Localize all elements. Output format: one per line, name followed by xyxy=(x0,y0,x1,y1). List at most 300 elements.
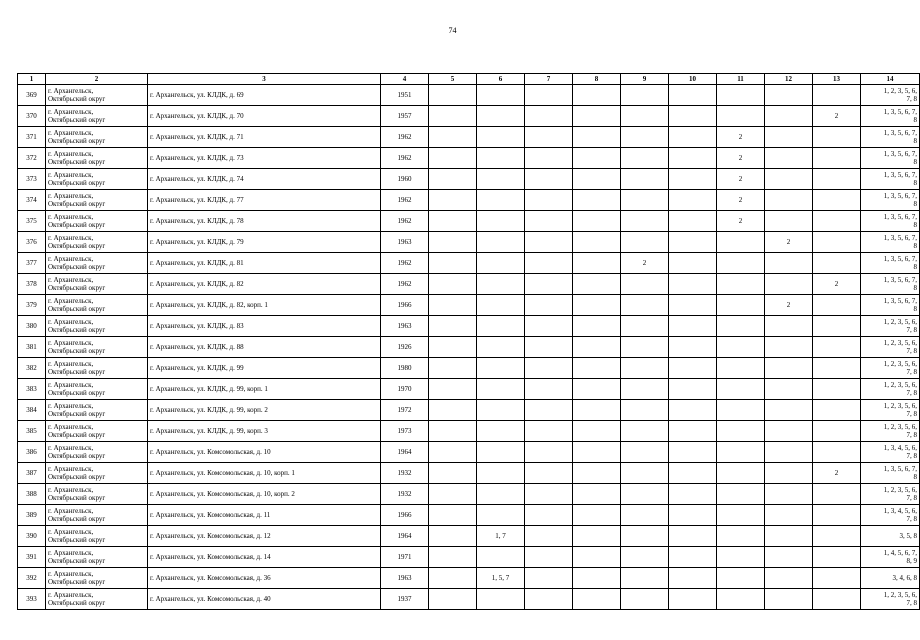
col-14-cell xyxy=(861,358,920,379)
col-6-cell xyxy=(477,106,525,127)
col-11-cell: 2 xyxy=(717,169,765,190)
district-cell xyxy=(46,400,148,421)
col-7-cell xyxy=(525,274,573,295)
address-cell: г. Архангельск, ул. КЛДК, д. 78 xyxy=(148,211,381,232)
address-cell: г. Архангельск, ул. Комсомольская, д. 40 xyxy=(148,589,381,610)
col-8-cell xyxy=(573,190,621,211)
col-14-cell-line-2: 8, 9 xyxy=(906,557,917,565)
address-cell: г. Архангельск, ул. КЛДК, д. 99 xyxy=(148,358,381,379)
year-cell: 1963 xyxy=(381,568,429,589)
district-cell-line-2: Октябрьский округ xyxy=(48,200,106,208)
col-11-cell xyxy=(717,421,765,442)
col-14-cell-line-2: 8 xyxy=(913,473,917,481)
address-cell: г. Архангельск, ул. КЛДК, д. 99, корп. 3 xyxy=(148,421,381,442)
district-cell-line-1: г. Архангельск, xyxy=(48,443,94,452)
col-header-8: 8 xyxy=(573,74,621,85)
col-14-cell-line-2: 7, 8 xyxy=(906,389,917,397)
address-cell: г. Архангельск, ул. КЛДК, д. 74 xyxy=(148,169,381,190)
col-6-cell xyxy=(477,85,525,106)
row-number-cell: 369 xyxy=(18,85,46,106)
district-cell-line-1: г. Архангельск, xyxy=(48,170,94,179)
year-cell: 1957 xyxy=(381,106,429,127)
col-14-cell-line-1: 1, 2, 3, 5, 6, xyxy=(883,401,917,410)
col-7-cell xyxy=(525,421,573,442)
year-cell: 1932 xyxy=(381,463,429,484)
col-14-cell xyxy=(861,337,920,358)
row-number-cell: 387 xyxy=(18,463,46,484)
col-7-cell xyxy=(525,442,573,463)
col-13-cell xyxy=(813,421,861,442)
col-7-cell xyxy=(525,190,573,211)
col-12-cell: 2 xyxy=(765,295,813,316)
col-6-cell xyxy=(477,358,525,379)
col-13-cell xyxy=(813,169,861,190)
col-6-cell xyxy=(477,505,525,526)
col-12-cell xyxy=(765,589,813,610)
col-8-cell xyxy=(573,85,621,106)
district-cell-line-1: г. Архангельск, xyxy=(48,359,94,368)
district-cell-line-1: г. Архангельск, xyxy=(48,212,94,221)
district-cell-line-2: Октябрьский округ xyxy=(48,452,106,460)
col-14-cell xyxy=(861,232,920,253)
col-8-cell xyxy=(573,127,621,148)
row-number-cell: 390 xyxy=(18,526,46,547)
col-9-cell xyxy=(621,127,669,148)
year-cell: 1971 xyxy=(381,547,429,568)
address-cell: г. Архангельск, ул. Комсомольская, д. 36 xyxy=(148,568,381,589)
col-7-cell xyxy=(525,505,573,526)
col-10-cell xyxy=(669,568,717,589)
table-row xyxy=(18,85,920,106)
year-cell: 1970 xyxy=(381,379,429,400)
col-13-cell xyxy=(813,190,861,211)
col-10-cell xyxy=(669,253,717,274)
col-14-cell-line-2: 8 xyxy=(913,116,917,124)
col-14-cell-line-2: 8 xyxy=(913,305,917,313)
col-11-cell xyxy=(717,589,765,610)
col-header-7: 7 xyxy=(525,74,573,85)
col-14-cell-line-1: 3, 4, 6, 8 xyxy=(892,573,917,582)
col-14-cell-line-2: 7, 8 xyxy=(906,347,917,355)
col-11-cell: 2 xyxy=(717,127,765,148)
col-5-cell xyxy=(429,169,477,190)
row-number-cell: 389 xyxy=(18,505,46,526)
col-6-cell xyxy=(477,211,525,232)
col-11-cell: 2 xyxy=(717,190,765,211)
col-12-cell xyxy=(765,148,813,169)
col-8-cell xyxy=(573,274,621,295)
col-10-cell xyxy=(669,295,717,316)
table-row xyxy=(18,358,920,379)
table-row xyxy=(18,127,920,148)
district-cell-line-1: г. Архангельск, xyxy=(48,506,94,515)
col-14-cell-line-1: 1, 3, 5, 6, 7, xyxy=(883,212,917,221)
col-6-cell xyxy=(477,421,525,442)
col-14-cell xyxy=(861,379,920,400)
address-cell: г. Архангельск, ул. КЛДК, д. 88 xyxy=(148,337,381,358)
col-9-cell xyxy=(621,526,669,547)
col-11-cell xyxy=(717,274,765,295)
district-cell xyxy=(46,589,148,610)
col-header-1: 1 xyxy=(18,74,46,85)
col-14-cell-line-1: 1, 2, 3, 5, 6, xyxy=(883,338,917,347)
district-cell-line-1: г. Архангельск, xyxy=(48,128,94,137)
col-11-cell xyxy=(717,442,765,463)
district-cell xyxy=(46,316,148,337)
col-14-cell-line-1: 1, 3, 4, 5, 6, xyxy=(883,443,917,452)
district-cell-line-2: Октябрьский округ xyxy=(48,263,106,271)
col-11-cell xyxy=(717,316,765,337)
district-cell-line-2: Октябрьский округ xyxy=(48,557,106,565)
address-cell: г. Архангельск, ул. Комсомольская, д. 14 xyxy=(148,547,381,568)
col-14-cell xyxy=(861,400,920,421)
district-cell-line-2: Октябрьский округ xyxy=(48,473,106,481)
col-14-cell xyxy=(861,106,920,127)
col-5-cell xyxy=(429,505,477,526)
district-cell-line-2: Октябрьский округ xyxy=(48,326,106,334)
col-header-10: 10 xyxy=(669,74,717,85)
col-6-cell: 1, 7 xyxy=(477,526,525,547)
col-5-cell xyxy=(429,358,477,379)
district-cell-line-2: Октябрьский округ xyxy=(48,599,106,607)
col-5-cell xyxy=(429,484,477,505)
col-14-cell-line-2: 7, 8 xyxy=(906,599,917,607)
col-13-cell xyxy=(813,379,861,400)
col-14-cell-line-2: 7, 8 xyxy=(906,410,917,418)
col-5-cell xyxy=(429,232,477,253)
address-cell: г. Архангельск, ул. КЛДК, д. 71 xyxy=(148,127,381,148)
col-14-cell-line-2: 8 xyxy=(913,179,917,187)
table-row xyxy=(18,211,920,232)
col-14-cell xyxy=(861,526,920,547)
col-12-cell xyxy=(765,526,813,547)
col-11-cell xyxy=(717,463,765,484)
district-cell xyxy=(46,127,148,148)
col-9-cell xyxy=(621,85,669,106)
col-header-14: 14 xyxy=(861,74,920,85)
year-cell: 1964 xyxy=(381,442,429,463)
col-header-13: 13 xyxy=(813,74,861,85)
col-13-cell xyxy=(813,589,861,610)
col-9-cell xyxy=(621,568,669,589)
col-7-cell xyxy=(525,211,573,232)
col-6-cell xyxy=(477,127,525,148)
col-11-cell xyxy=(717,106,765,127)
col-9-cell xyxy=(621,589,669,610)
table-row xyxy=(18,589,920,610)
table-row xyxy=(18,295,920,316)
table-row xyxy=(18,337,920,358)
col-5-cell xyxy=(429,547,477,568)
col-7-cell xyxy=(525,337,573,358)
district-cell xyxy=(46,379,148,400)
col-14-cell-line-1: 1, 2, 3, 5, 6, xyxy=(883,422,917,431)
col-10-cell xyxy=(669,400,717,421)
col-12-cell xyxy=(765,379,813,400)
col-13-cell xyxy=(813,295,861,316)
col-12-cell xyxy=(765,358,813,379)
col-5-cell xyxy=(429,274,477,295)
col-6-cell xyxy=(477,232,525,253)
col-9-cell xyxy=(621,400,669,421)
table-row xyxy=(18,442,920,463)
col-13-cell xyxy=(813,568,861,589)
row-number-cell: 380 xyxy=(18,316,46,337)
col-14-cell-line-2: 8 xyxy=(913,221,917,229)
col-8-cell xyxy=(573,169,621,190)
col-5-cell xyxy=(429,316,477,337)
district-cell xyxy=(46,568,148,589)
row-number-cell: 392 xyxy=(18,568,46,589)
col-14-cell-line-1: 1, 2, 3, 5, 6, xyxy=(883,317,917,326)
district-cell-line-2: Октябрьский округ xyxy=(48,305,106,313)
district-cell-line-1: г. Архангельск, xyxy=(48,86,94,95)
col-8-cell xyxy=(573,295,621,316)
col-5-cell xyxy=(429,253,477,274)
col-8-cell xyxy=(573,484,621,505)
col-11-cell xyxy=(717,232,765,253)
col-6-cell xyxy=(477,400,525,421)
district-cell xyxy=(46,211,148,232)
year-cell: 1962 xyxy=(381,211,429,232)
col-10-cell xyxy=(669,547,717,568)
col-14-cell-line-1: 1, 2, 3, 5, 6, xyxy=(883,359,917,368)
col-11-cell xyxy=(717,547,765,568)
address-cell: г. Архангельск, ул. Комсомольская, д. 10, корп. 2 xyxy=(148,484,381,505)
row-number-cell: 386 xyxy=(18,442,46,463)
col-12-cell xyxy=(765,190,813,211)
table-row xyxy=(18,148,920,169)
col-11-cell xyxy=(717,400,765,421)
col-7-cell xyxy=(525,358,573,379)
col-12-cell xyxy=(765,85,813,106)
col-8-cell xyxy=(573,526,621,547)
address-cell: г. Архангельск, ул. КЛДК, д. 83 xyxy=(148,316,381,337)
col-9-cell xyxy=(621,337,669,358)
col-5-cell xyxy=(429,589,477,610)
col-14-cell xyxy=(861,85,920,106)
address-cell: г. Архангельск, ул. КЛДК, д. 82 xyxy=(148,274,381,295)
district-cell xyxy=(46,274,148,295)
col-11-cell xyxy=(717,379,765,400)
col-8-cell xyxy=(573,568,621,589)
row-number-cell: 385 xyxy=(18,421,46,442)
col-5-cell xyxy=(429,211,477,232)
col-12-cell xyxy=(765,253,813,274)
col-14-cell xyxy=(861,253,920,274)
col-11-cell xyxy=(717,358,765,379)
year-cell: 1962 xyxy=(381,253,429,274)
col-8-cell xyxy=(573,232,621,253)
col-8-cell xyxy=(573,316,621,337)
row-number-cell: 384 xyxy=(18,400,46,421)
year-cell: 1932 xyxy=(381,484,429,505)
col-13-cell xyxy=(813,526,861,547)
col-header-6: 6 xyxy=(477,74,525,85)
col-5-cell xyxy=(429,190,477,211)
col-12-cell xyxy=(765,211,813,232)
col-5-cell xyxy=(429,379,477,400)
col-10-cell xyxy=(669,358,717,379)
district-cell-line-1: г. Архангельск, xyxy=(48,548,94,557)
col-11-cell xyxy=(717,295,765,316)
col-10-cell xyxy=(669,421,717,442)
col-14-cell-line-1: 1, 3, 4, 5, 6, xyxy=(883,506,917,515)
district-cell xyxy=(46,337,148,358)
year-cell: 1962 xyxy=(381,190,429,211)
col-9-cell xyxy=(621,379,669,400)
col-7-cell xyxy=(525,379,573,400)
district-cell-line-2: Октябрьский округ xyxy=(48,431,106,439)
table-row xyxy=(18,190,920,211)
row-number-cell: 374 xyxy=(18,190,46,211)
col-14-cell-line-2: 7, 8 xyxy=(906,494,917,502)
col-header-12: 12 xyxy=(765,74,813,85)
col-14-cell-line-2: 7, 8 xyxy=(906,515,917,523)
row-number-cell: 393 xyxy=(18,589,46,610)
col-5-cell xyxy=(429,106,477,127)
col-8-cell xyxy=(573,589,621,610)
col-13-cell xyxy=(813,253,861,274)
address-cell: г. Архангельск, ул. КЛДК, д. 69 xyxy=(148,85,381,106)
district-cell xyxy=(46,232,148,253)
district-cell xyxy=(46,169,148,190)
year-cell: 1926 xyxy=(381,337,429,358)
col-12-cell xyxy=(765,568,813,589)
address-cell: г. Архангельск, ул. КЛДК, д. 81 xyxy=(148,253,381,274)
col-7-cell xyxy=(525,526,573,547)
district-cell-line-2: Октябрьский округ xyxy=(48,137,106,145)
col-7-cell xyxy=(525,127,573,148)
table-row xyxy=(18,526,920,547)
col-13-cell xyxy=(813,85,861,106)
col-13-cell xyxy=(813,358,861,379)
col-10-cell xyxy=(669,463,717,484)
col-8-cell xyxy=(573,421,621,442)
col-6-cell xyxy=(477,295,525,316)
col-13-cell xyxy=(813,505,861,526)
col-14-cell xyxy=(861,127,920,148)
address-cell: г. Архангельск, ул. КЛДК, д. 82, корп. 1 xyxy=(148,295,381,316)
col-6-cell xyxy=(477,169,525,190)
col-9-cell xyxy=(621,169,669,190)
col-8-cell xyxy=(573,358,621,379)
col-14-cell xyxy=(861,463,920,484)
col-7-cell xyxy=(525,484,573,505)
col-5-cell xyxy=(429,463,477,484)
col-8-cell xyxy=(573,253,621,274)
row-number-cell: 373 xyxy=(18,169,46,190)
col-8-cell xyxy=(573,463,621,484)
col-12-cell xyxy=(765,316,813,337)
col-14-cell-line-1: 1, 3, 5, 6, 7, xyxy=(883,254,917,263)
col-6-cell xyxy=(477,316,525,337)
col-10-cell xyxy=(669,484,717,505)
col-6-cell xyxy=(477,442,525,463)
col-13-cell xyxy=(813,400,861,421)
col-8-cell xyxy=(573,505,621,526)
col-7-cell xyxy=(525,253,573,274)
address-cell: г. Архангельск, ул. КЛДК, д. 99, корп. 2 xyxy=(148,400,381,421)
district-cell xyxy=(46,148,148,169)
district-cell xyxy=(46,190,148,211)
col-10-cell xyxy=(669,274,717,295)
col-7-cell xyxy=(525,568,573,589)
district-cell-line-2: Октябрьский округ xyxy=(48,389,106,397)
col-8-cell xyxy=(573,211,621,232)
col-11-cell xyxy=(717,337,765,358)
table-row xyxy=(18,316,920,337)
year-cell: 1973 xyxy=(381,421,429,442)
col-12-cell xyxy=(765,400,813,421)
table-row xyxy=(18,169,920,190)
row-number-cell: 388 xyxy=(18,484,46,505)
table-row xyxy=(18,232,920,253)
col-7-cell xyxy=(525,463,573,484)
district-cell-line-1: г. Архангельск, xyxy=(48,275,94,284)
col-7-cell xyxy=(525,547,573,568)
col-10-cell xyxy=(669,232,717,253)
col-8-cell xyxy=(573,400,621,421)
col-9-cell xyxy=(621,274,669,295)
col-9-cell xyxy=(621,484,669,505)
col-14-cell-line-2: 8 xyxy=(913,242,917,250)
table-row xyxy=(18,568,920,589)
col-14-cell-line-2: 8 xyxy=(913,200,917,208)
register-table xyxy=(17,73,920,610)
col-8-cell xyxy=(573,379,621,400)
col-header-4: 4 xyxy=(381,74,429,85)
col-6-cell xyxy=(477,190,525,211)
col-14-cell-line-2: 7, 8 xyxy=(906,452,917,460)
col-5-cell xyxy=(429,337,477,358)
district-cell-line-1: г. Архангельск, xyxy=(48,317,94,326)
district-cell xyxy=(46,295,148,316)
district-cell xyxy=(46,421,148,442)
col-6-cell xyxy=(477,463,525,484)
col-6-cell xyxy=(477,253,525,274)
col-14-cell xyxy=(861,274,920,295)
district-cell xyxy=(46,85,148,106)
col-10-cell xyxy=(669,106,717,127)
col-8-cell xyxy=(573,442,621,463)
district-cell-line-1: г. Архангельск, xyxy=(48,107,94,116)
page-number: 74 xyxy=(448,26,457,35)
col-7-cell xyxy=(525,316,573,337)
district-cell xyxy=(46,253,148,274)
year-cell: 1964 xyxy=(381,526,429,547)
col-14-cell-line-1: 1, 4, 5, 6, 7, xyxy=(883,548,917,557)
col-13-cell: 2 xyxy=(813,463,861,484)
col-10-cell xyxy=(669,85,717,106)
col-10-cell xyxy=(669,505,717,526)
col-14-cell-line-1: 1, 3, 5, 6, 7, xyxy=(883,464,917,473)
col-11-cell xyxy=(717,253,765,274)
district-cell-line-2: Октябрьский округ xyxy=(48,347,106,355)
col-8-cell xyxy=(573,106,621,127)
district-cell-line-1: г. Архангельск, xyxy=(48,422,94,431)
col-10-cell xyxy=(669,127,717,148)
col-7-cell xyxy=(525,400,573,421)
district-cell-line-2: Октябрьский округ xyxy=(48,536,106,544)
col-14-cell-line-1: 1, 2, 3, 5, 6, xyxy=(883,590,917,599)
col-12-cell xyxy=(765,463,813,484)
year-cell: 1960 xyxy=(381,169,429,190)
col-14-cell-line-2: 8 xyxy=(913,263,917,271)
col-14-cell-line-1: 1, 3, 5, 6, 7, xyxy=(883,149,917,158)
district-cell-line-2: Октябрьский округ xyxy=(48,494,106,502)
row-number-cell: 382 xyxy=(18,358,46,379)
